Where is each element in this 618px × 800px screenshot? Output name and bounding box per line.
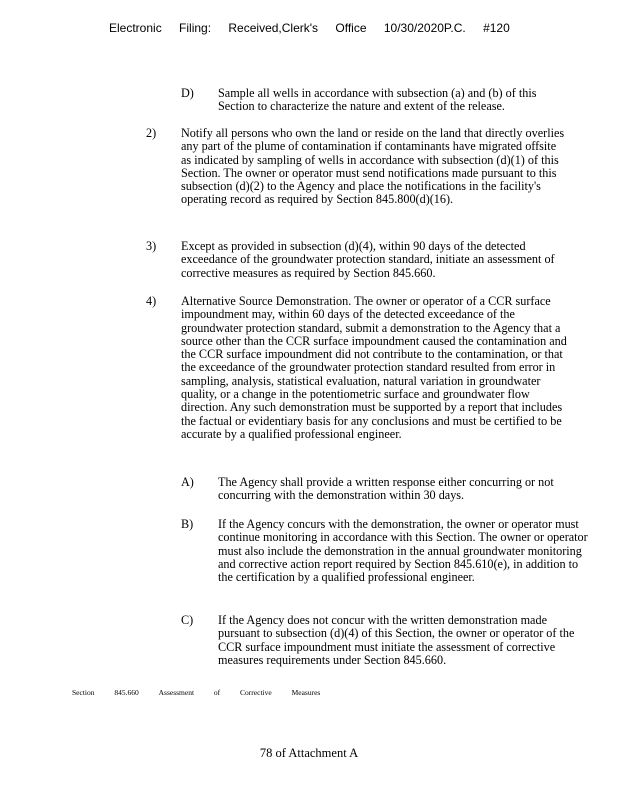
section-title-word-2: of	[213, 688, 221, 697]
section-label: Section	[72, 688, 95, 697]
item-2-label: 2)	[146, 126, 157, 140]
header-electronic: Electronic	[109, 21, 162, 35]
item-b-label: B)	[181, 517, 194, 531]
section-number: 845.660	[114, 688, 139, 697]
item-4-text: Alternative Source Demonstration. The owner or operator of a CCR surface impoundment may, within 60 days of the detected exceedance of the groundwater protection standard, submit a demonstration to the Agency that a source other than the CCR surface impoundment caused the contamination and the CCR surface impoundment did not contribute to the contamination, or that the exceedance of the groundwater protection standard resulted from error in sampling, analysis, statistical evaluation, natural variation in groundwater quality, or a change in the potentiometric surface and groundwater flow direction. Any such demonstration must be supported by a report that includes the factual or evidentiary basis for any conclusions and must be certified to be accurate by a qualified professional engineer.	[181, 294, 567, 441]
item-3-label: 3)	[146, 239, 157, 253]
item-a-label: A)	[181, 475, 194, 489]
item-c-label: C)	[181, 613, 194, 627]
item-4-label: 4)	[146, 294, 157, 308]
header-filing: Filing:	[179, 21, 212, 35]
section-title-word-1: Assessment	[158, 688, 195, 697]
item-d-label: D)	[181, 86, 194, 100]
item-3-text: Except as provided in subsection (d)(4), within 90 days of the detected exceedance of the groundwater protection standard, initiate an assessment of corrective measures as required by Section 845.660.	[181, 239, 555, 280]
header-office: Office	[335, 21, 367, 35]
item-c-text: If the Agency does not concur with the written demonstration made pursuant to subsection (d)(4) of this Section, the owner or operator of the CCR surface impoundment must initiate the assessment of corrective measures requirements under Section 845.660.	[218, 613, 575, 667]
section-heading	[72, 688, 338, 697]
item-a-text: The Agency shall provide a written response either concurring or not concurring with the demonstration within 30 days.	[218, 475, 554, 503]
item-d-text: Sample all wells in accordance with subsection (a) and (b) of this Section to characterize the nature and extent of the release.	[218, 86, 537, 114]
page-number: 78 of Attachment A	[259, 746, 359, 760]
section-title-word-3: Corrective	[240, 688, 272, 697]
item-b-text: If the Agency concurs with the demonstration, the owner or operator must continue monitoring in accordance with this Section. The owner or operator must also include the demonstration in the annual groundwater monitoring and corrective action report required by Section 845.610(e), in addition to the certification by a qualified professional engineer.	[218, 517, 588, 585]
section-title-word-4: Measures	[291, 688, 321, 697]
header-date: 10/30/2020P.C.	[383, 21, 466, 35]
filing-header	[109, 21, 524, 35]
header-received: Received,Clerk's	[228, 21, 319, 35]
item-2-text: Notify all persons who own the land or reside on the land that directly overlies any part of the plume of contamination if contaminants have migrated offsite as indicated by sampling of wells in accordance with subsection (d)(1) of this Section. The owner or operator must send notifications made pursuant to this subsection (d)(2) to the Agency and place the notifications in the facility's operating record as required by Section 845.800(d)(16).	[181, 126, 565, 207]
header-number: #120	[483, 21, 510, 35]
